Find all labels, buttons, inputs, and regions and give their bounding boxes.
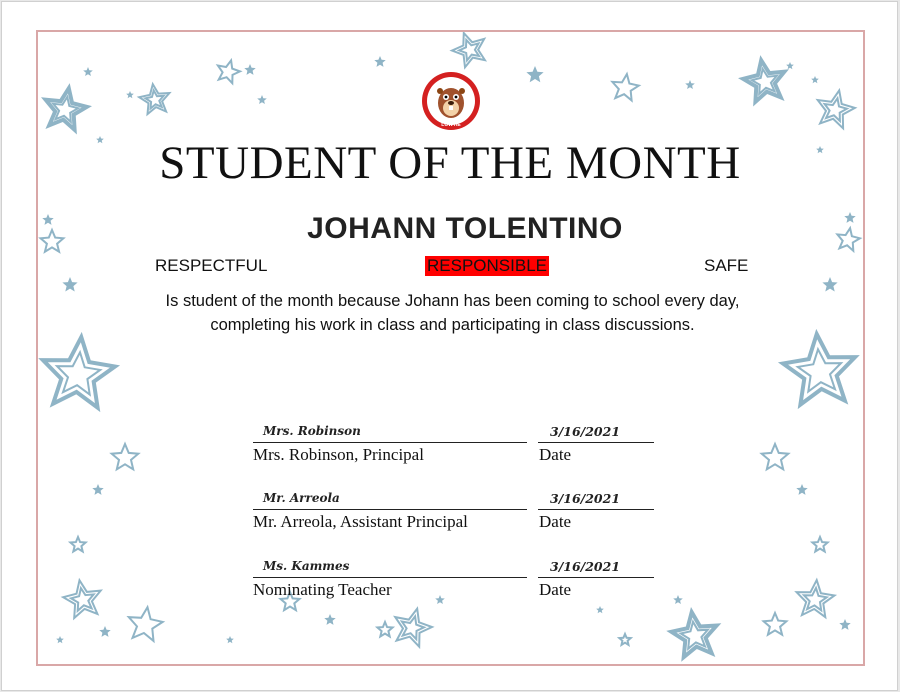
signature-row	[253, 424, 663, 480]
signature-line	[253, 509, 527, 510]
date-line	[538, 577, 654, 578]
award-reason: Is student of the month because Johann has been coming to school every day, completing his work in class and participating in class discussions.	[165, 292, 740, 334]
signature-date: 3/16/2021	[550, 424, 621, 439]
signature-line	[253, 442, 527, 443]
signer-role: Mr. Arreola, Assistant Principal	[253, 512, 468, 531]
date-caption: Date	[539, 580, 572, 599]
date-line	[538, 442, 654, 443]
signature: Mr. Arreola	[263, 491, 340, 505]
value-respectful: RESPECTFUL	[155, 256, 268, 275]
signer-role: Mrs. Robinson, Principal	[253, 445, 424, 464]
signature-date: 3/16/2021	[550, 559, 621, 574]
value-safe: SAFE	[704, 256, 749, 275]
signature-row	[253, 491, 663, 547]
signature: Ms. Kammes	[263, 559, 350, 573]
signature-row	[253, 559, 663, 615]
date-caption: Date	[539, 512, 572, 531]
school-logo	[421, 70, 481, 132]
logo-label: LOWTIE	[441, 122, 461, 128]
signature-date: 3/16/2021	[550, 491, 621, 506]
signature-line	[253, 577, 527, 578]
date-caption: Date	[539, 445, 572, 464]
signature: Mrs. Robinson	[263, 424, 361, 438]
value-responsible: RESPONSIBLE	[427, 256, 547, 275]
beaver-mascot-icon	[421, 70, 481, 132]
student-name: JOHANN TOLENTINO	[307, 212, 623, 245]
date-line	[538, 509, 654, 510]
certificate-title: STUDENT OF THE MONTH	[159, 137, 741, 189]
signer-role: Nominating Teacher	[253, 580, 392, 599]
